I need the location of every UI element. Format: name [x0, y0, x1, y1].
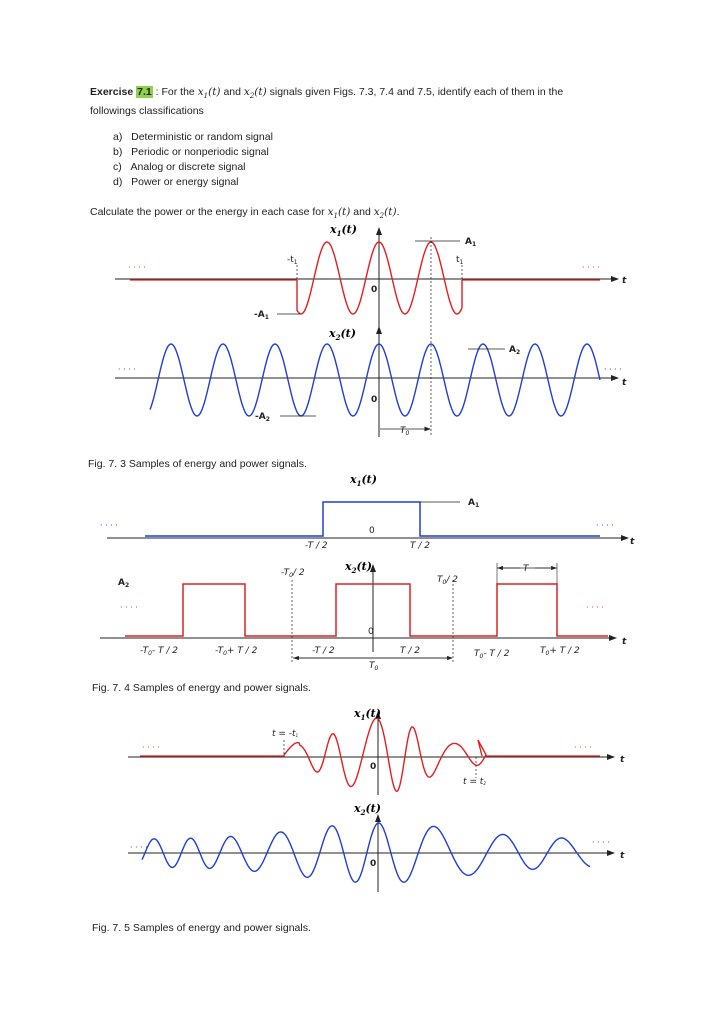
fig3-caption: Fig. 7. 3 Samples of energy and power signals. [88, 458, 307, 470]
fig5-x1-t-label: t [620, 755, 625, 765]
fig3-t1-label: $t_1$ [456, 255, 464, 266]
fig5-x2-dots-right: · · · · [592, 838, 610, 847]
fig5-x2-t-label: t [620, 851, 625, 861]
fig3-negA2-label: $-A_2$ [255, 412, 270, 423]
fig4-x1-t-label: t [630, 537, 635, 547]
fig3-A2-label: $A_2$ [509, 345, 521, 356]
fig5-x1-zero: 0 [370, 762, 377, 772]
fig4-tick-negT2: -T / 2 [312, 646, 335, 656]
fig3-x1-dots-right: · · · · [582, 263, 600, 272]
fig4-T0-half: $T_0/$ 2 [437, 575, 458, 586]
fig5-x1-dots-right: · · · · [574, 743, 592, 752]
fig4-x1-dots-right: · · · · [596, 521, 614, 530]
fig4-tick-T0-minus: $T_0-$ T / 2 [474, 649, 510, 660]
list-item-b: b) Periodic or nonperiodic signal [113, 146, 269, 158]
fig5-x2-zero: 0 [370, 859, 377, 869]
fig4-x1-zero: 0 [369, 526, 375, 536]
fig5-x1-dots-left: · · · · [142, 743, 160, 752]
fig5-caption: Fig. 7. 5 Samples of energy and power signals. [92, 922, 311, 934]
intro-a: : For the [155, 86, 195, 98]
fig4-A1-label: $A_1$ [468, 498, 480, 509]
fig4-x2-zero: 0 [368, 627, 374, 637]
fig5-x2-title: $x_2(t)$ [354, 802, 381, 817]
intro-line2: followings classifications [90, 105, 204, 117]
fig5-t-t2-label: t = t2 [463, 777, 486, 787]
fig3-x1-zero: 0 [371, 285, 378, 295]
fig3-negA1-label: $-A_1$ [254, 310, 269, 321]
fig4-x2-dots-left: · · · · [120, 603, 138, 612]
symbol-x1: $x_1(t)$ [197, 86, 221, 101]
fig4-tick-negT0-plus: $-T_0+ T / 2$ [215, 646, 258, 657]
list-item-a: a) Deterministic or random signal [113, 131, 273, 143]
fig4-tick-T0-plus: $T_0+ T / 2$ [540, 646, 580, 657]
fig4-T2-label: T / 2 [410, 541, 430, 551]
intro-b: signals given Figs. 7.3, 7.4 and 7.5, identify each of them in the [269, 86, 564, 98]
fig4-x2-t-label: t [622, 637, 627, 647]
fig4-negT0-half: $-T_0/$ 2 [281, 568, 305, 579]
fig3-neg-t1-label: $-t_1$ [287, 255, 298, 266]
fig3-x2-dots-right: · · · · [604, 365, 622, 374]
fig3-x1-dots-left: · · · · [128, 263, 146, 272]
fig4-T0-center: $T_0$ [369, 661, 379, 672]
list-item-c: c) Analog or discrete signal [113, 161, 246, 173]
calc-line: Calculate the power or the energy in each case for $x_1(t)$ and $x_2(t)$. [90, 206, 400, 221]
exercise-label: Exercise [90, 86, 134, 98]
exercise-number: 7.1 [137, 86, 152, 98]
fig3-x1-title: $x_1(t)$ [330, 223, 357, 238]
fig5-x2-dots-left: · · · · [130, 843, 148, 852]
fig4-A2-label: $A_2$ [118, 578, 130, 589]
fig3-x1-t-label: t [622, 276, 627, 286]
fig5-x1-title: $x_1(t)$ [354, 707, 381, 722]
fig4-x1-dots-left: · · · · [100, 521, 118, 530]
fig4-x1-title: $x_1(t)$ [350, 473, 377, 488]
fig4-T-label: T [523, 564, 529, 574]
fig5-x1-random-burst [284, 718, 486, 791]
fig4-x2-title: $x_2(t)$ [345, 560, 372, 575]
intro-and: and [223, 86, 241, 98]
fig3-x2-title: $x_2(t)$ [329, 327, 356, 342]
fig3-x2-zero: 0 [371, 395, 378, 405]
fig4-caption: Fig. 7. 4 Samples of energy and power signals. [92, 682, 311, 694]
fig5-t-neg-t1-label: t = -t1 [272, 729, 299, 739]
fig4-tick-negT0-minus: $-T_0-$ T / 2 [140, 646, 179, 657]
list-item-d: d) Power or energy signal [113, 176, 239, 188]
fig3-x2-t-label: t [622, 378, 627, 388]
fig3-x2-dots-left: · · · · [118, 365, 136, 374]
fig4-negT2-label: -T / 2 [305, 541, 328, 551]
fig4-tick-T2: T / 2 [400, 646, 420, 656]
fig3-A1-label: $A_1$ [465, 237, 477, 248]
fig4-x2-dots-right: · · · · [586, 603, 604, 612]
fig3-T0-label: $T_0$ [400, 426, 410, 437]
symbol-x2: $x_2(t)$ [243, 86, 267, 101]
